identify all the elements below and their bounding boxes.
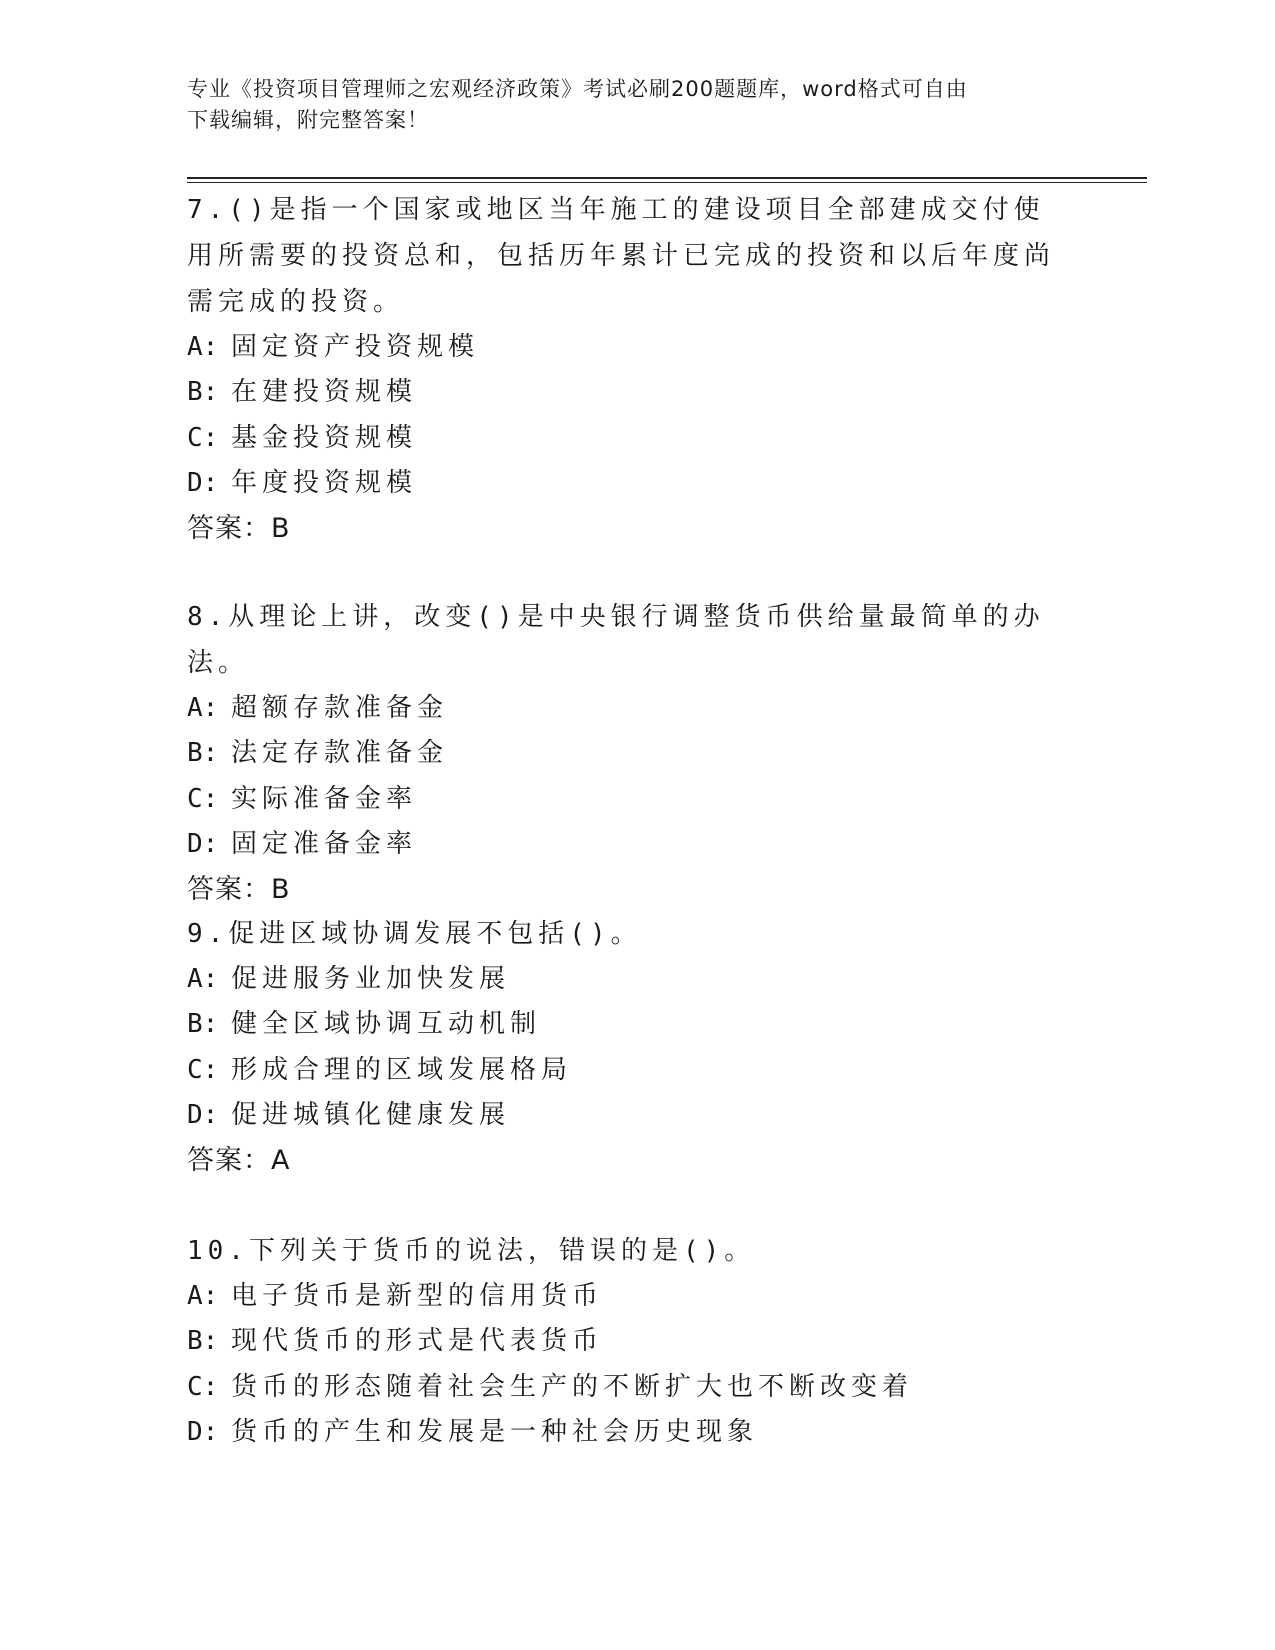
option-letter: C: — [187, 1054, 219, 1085]
option-text: 促进服务业加快发展 — [231, 964, 511, 994]
option-d — [187, 1410, 1067, 1455]
question-9 — [187, 911, 1067, 1184]
option-text: 基金投资规模 — [231, 422, 418, 453]
option-text: 超额存款准备金 — [231, 693, 449, 723]
option-letter: D: — [187, 828, 219, 859]
option-d — [187, 1093, 1067, 1138]
option-text: 年度投资规模 — [231, 467, 418, 498]
option-text: 在建投资规模 — [231, 377, 418, 408]
option-b — [187, 731, 1067, 776]
option-letter: C: — [187, 783, 219, 814]
option-letter: A: — [187, 693, 219, 723]
option-a — [187, 686, 1067, 731]
question-10 — [187, 1228, 1067, 1455]
option-letter: C: — [187, 1371, 219, 1402]
question-7 — [187, 187, 1067, 552]
answer-line: 答案：B — [187, 513, 291, 545]
option-letter: A: — [187, 1281, 219, 1311]
answer-line: 答案：A — [187, 1145, 291, 1177]
option-text: 形成合理的区域发展格局 — [231, 1054, 573, 1085]
answer-line: 答案：B — [187, 874, 291, 906]
option-c — [187, 416, 1067, 461]
option-text: 固定准备金率 — [231, 828, 418, 859]
question-stem: 9.促进区域协调发展不包括()。 — [187, 919, 642, 949]
option-a — [187, 325, 1067, 370]
option-text: 健全区域协调互动机制 — [231, 1009, 542, 1040]
option-letter: D: — [187, 1099, 219, 1130]
option-c — [187, 1365, 1067, 1410]
question-8 — [187, 594, 1067, 913]
option-text: 货币的形态随着社会生产的不断扩大也不断改变着 — [231, 1371, 914, 1402]
option-a — [187, 1274, 1067, 1319]
option-text: 现代货币的形式是代表货币 — [231, 1326, 604, 1357]
option-letter: A: — [187, 332, 219, 362]
header-line-2: 下载编辑，附完整答案！ — [187, 108, 429, 132]
header-rule-thin — [187, 182, 1147, 183]
header-rule-thick — [187, 177, 1147, 179]
option-a — [187, 957, 1067, 1002]
question-stem: 8.从理论上讲，改变()是中央银行调整货币供给量最简单的办法。 — [187, 602, 1045, 678]
question-stem: 7.()是指一个国家或地区当年施工的建设项目全部建成交付使用所需要的投资总和，包括历年累计已完成的投资和以后年度尚需完成的投资。 — [187, 195, 1056, 317]
option-c — [187, 1048, 1067, 1093]
option-b — [187, 1319, 1067, 1364]
option-text: 固定资产投资规模 — [231, 332, 480, 362]
option-text: 促进城镇化健康发展 — [231, 1099, 511, 1130]
option-letter: B: — [187, 1326, 219, 1357]
option-b — [187, 1002, 1067, 1047]
option-text: 电子货币是新型的信用货币 — [231, 1281, 604, 1311]
option-letter: D: — [187, 1416, 219, 1447]
option-letter: B: — [187, 738, 219, 769]
question-stem: 10.下列关于货币的说法，错误的是()。 — [187, 1236, 756, 1266]
option-d — [187, 461, 1067, 506]
option-d — [187, 822, 1067, 867]
document-header — [187, 74, 1067, 136]
option-text: 实际准备金率 — [231, 783, 418, 814]
header-line-1: 专业《投资项目管理师之宏观经济政策》考试必刷200题题库，word格式可自由 — [187, 77, 968, 101]
option-b — [187, 370, 1067, 415]
option-text: 货币的产生和发展是一种社会历史现象 — [231, 1416, 759, 1447]
option-letter: C: — [187, 422, 219, 453]
option-letter: D: — [187, 467, 219, 498]
option-c — [187, 777, 1067, 822]
option-letter: B: — [187, 1009, 219, 1040]
option-text: 法定存款准备金 — [231, 738, 449, 769]
option-letter: B: — [187, 377, 219, 408]
option-letter: A: — [187, 964, 219, 994]
